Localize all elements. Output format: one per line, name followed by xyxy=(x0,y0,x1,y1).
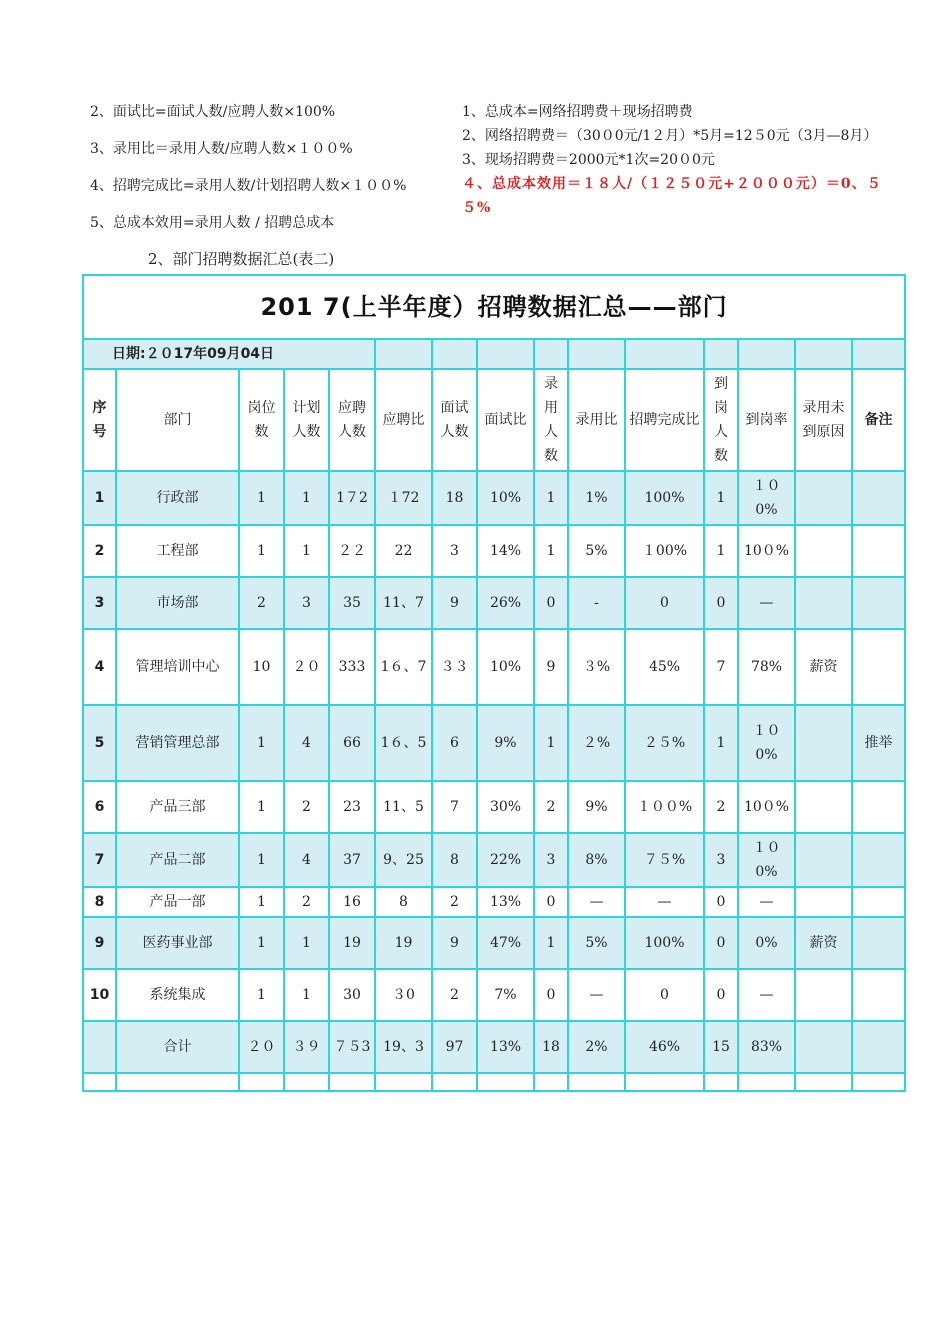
table-cell xyxy=(852,525,905,577)
table-cell: 1 xyxy=(284,471,329,525)
table-cell xyxy=(375,1073,432,1091)
table-cell: 9 xyxy=(432,917,477,969)
table-cell: 0 xyxy=(534,887,568,917)
table-cell: 19 xyxy=(375,917,432,969)
table-cell: — xyxy=(568,887,625,917)
table-cell: 9% xyxy=(477,705,534,781)
table-cell: 9 xyxy=(432,577,477,629)
table-cell: — xyxy=(738,887,795,917)
table-cell: 333 xyxy=(329,629,375,705)
table-cell: 9 xyxy=(534,629,568,705)
table-cell xyxy=(625,1073,704,1091)
table-cell: 1 xyxy=(239,781,284,833)
table-cell: 16 xyxy=(329,887,375,917)
table-cell: ２０ xyxy=(239,1021,284,1073)
table-cell: 9 xyxy=(83,917,116,969)
table-cell: 13% xyxy=(477,887,534,917)
table-cell: 100% xyxy=(625,471,704,525)
table-cell xyxy=(83,1073,116,1091)
table-cell: 10０% xyxy=(738,525,795,577)
table-cell xyxy=(795,833,852,887)
note-online-cost: 2、网络招聘费＝（30０0元/1２月）*5月=12５0元（3月—8月） xyxy=(462,128,878,144)
table-cell: - xyxy=(568,577,625,629)
table-cell xyxy=(852,781,905,833)
table-row xyxy=(83,705,905,781)
table-cell: 3 xyxy=(534,833,568,887)
table-row xyxy=(83,471,905,525)
table-row-empty xyxy=(83,1073,905,1091)
table-cell: 0 xyxy=(704,917,738,969)
table-cell: 8 xyxy=(83,887,116,917)
formula-notes-right xyxy=(462,100,902,220)
table-cell: 1 xyxy=(284,525,329,577)
table-cell xyxy=(477,1073,534,1091)
table-cell: 行政部 xyxy=(116,471,239,525)
table-cell: １０0% xyxy=(738,471,795,525)
table-cell: 产品三部 xyxy=(116,781,239,833)
table-cell: 3 xyxy=(284,577,329,629)
table-cell: ７５% xyxy=(625,833,704,887)
table-cell xyxy=(83,1021,116,1073)
column-header: 应聘比 xyxy=(375,369,432,471)
table-cell: 1 xyxy=(239,969,284,1021)
table-cell: 8 xyxy=(432,833,477,887)
column-header: 序号 xyxy=(83,369,116,471)
table-cell xyxy=(432,1073,477,1091)
table-cell: ２５% xyxy=(625,705,704,781)
column-header: 录用人数 xyxy=(534,369,568,471)
table-cell: 4 xyxy=(284,833,329,887)
table-cell: １00% xyxy=(625,525,704,577)
table-cell: 23 xyxy=(329,781,375,833)
table-cell: 0 xyxy=(704,969,738,1021)
table-cell xyxy=(704,1073,738,1091)
table-cell: 46% xyxy=(625,1021,704,1073)
table-cell xyxy=(795,577,852,629)
table-cell: 22 xyxy=(375,525,432,577)
note-cost-effectiveness-result: ４、总成本效用＝１８人/（１２５０元+２０００元）＝0、５５% xyxy=(462,176,882,216)
table-title: 201 7(上半年度）招聘数据汇总——部门 xyxy=(83,275,905,339)
column-header: 录用比 xyxy=(568,369,625,471)
table-cell: 1 xyxy=(239,833,284,887)
table-cell: 10０% xyxy=(738,781,795,833)
table-cell xyxy=(795,969,852,1021)
table-cell: 6 xyxy=(83,781,116,833)
table-cell: 1 xyxy=(704,525,738,577)
table-cell: ７５3 xyxy=(329,1021,375,1073)
table-cell: 3 xyxy=(432,525,477,577)
table-cell: 2 xyxy=(704,781,738,833)
table-cell: 1６、7 xyxy=(375,629,432,705)
table-cell xyxy=(329,1073,375,1091)
table-cell: 66 xyxy=(329,705,375,781)
table-cell: 8% xyxy=(568,833,625,887)
table-cell: 系统集成 xyxy=(116,969,239,1021)
table-cell: 0 xyxy=(625,577,704,629)
date-row xyxy=(83,339,905,369)
table-cell: 1７2 xyxy=(329,471,375,525)
table-cell: 18 xyxy=(432,471,477,525)
table-cell: 产品一部 xyxy=(116,887,239,917)
table-cell: 45% xyxy=(625,629,704,705)
table-cell xyxy=(284,1073,329,1091)
table-row xyxy=(83,887,905,917)
table-cell: 0 xyxy=(704,887,738,917)
table-cell: 1 xyxy=(704,705,738,781)
table-cell: 18 xyxy=(534,1021,568,1073)
table-cell: 1 xyxy=(534,705,568,781)
table-cell: 7 xyxy=(432,781,477,833)
table-cell: 0 xyxy=(534,969,568,1021)
table-cell: 1 xyxy=(284,917,329,969)
table-cell: 78% xyxy=(738,629,795,705)
column-header: 面试比 xyxy=(477,369,534,471)
table-cell: 2 xyxy=(534,781,568,833)
table-cell: 5% xyxy=(568,917,625,969)
table-cell: 1 xyxy=(704,471,738,525)
table-cell: 1 xyxy=(239,705,284,781)
table-cell: ２% xyxy=(568,705,625,781)
table-row xyxy=(83,969,905,1021)
table-cell: 营销管理总部 xyxy=(116,705,239,781)
table-cell: １０0% xyxy=(738,833,795,887)
table-cell xyxy=(795,781,852,833)
table-cell: 2 xyxy=(83,525,116,577)
table-cell: １72 xyxy=(375,471,432,525)
table-cell: 30% xyxy=(477,781,534,833)
table-cell xyxy=(852,471,905,525)
column-header: 录用未到原因 xyxy=(795,369,852,471)
table-cell: 推举 xyxy=(852,705,905,781)
table-cell: 11、5 xyxy=(375,781,432,833)
table-cell: 10% xyxy=(477,471,534,525)
table-cell: ２０ xyxy=(284,629,329,705)
table-cell xyxy=(534,1073,568,1091)
formula-notes-left xyxy=(90,100,450,248)
table-cell: 1 xyxy=(239,887,284,917)
table-cell: 3 xyxy=(704,833,738,887)
table-cell: 2 xyxy=(284,781,329,833)
table-cell: 22% xyxy=(477,833,534,887)
column-header: 计划人数 xyxy=(284,369,329,471)
column-header: 到岗率 xyxy=(738,369,795,471)
column-header: 面试人数 xyxy=(432,369,477,471)
table-cell xyxy=(852,577,905,629)
column-header: 到岗人数 xyxy=(704,369,738,471)
table-cell: 100% xyxy=(625,917,704,969)
table-cell: 0 xyxy=(704,577,738,629)
table-cell xyxy=(116,1073,239,1091)
table-cell: 1 xyxy=(239,917,284,969)
column-header: 岗位数 xyxy=(239,369,284,471)
table-cell: 1 xyxy=(534,471,568,525)
table-cell: 7% xyxy=(477,969,534,1021)
table-cell: 19、3 xyxy=(375,1021,432,1073)
note-total-cost: 1、总成本=网络招聘费＋现场招聘费 xyxy=(462,104,693,120)
table-cell: 合计 xyxy=(116,1021,239,1073)
table-cell: 1６、5 xyxy=(375,705,432,781)
table-cell: 15 xyxy=(704,1021,738,1073)
table-cell: 薪资 xyxy=(795,917,852,969)
table-cell xyxy=(852,1021,905,1073)
table-cell: — xyxy=(738,969,795,1021)
table-cell xyxy=(852,969,905,1021)
table-row xyxy=(83,917,905,969)
table-cell: 1 xyxy=(239,471,284,525)
table-cell: 0% xyxy=(738,917,795,969)
table-cell: 47% xyxy=(477,917,534,969)
table-row xyxy=(83,577,905,629)
table-cell: 13% xyxy=(477,1021,534,1073)
table-cell: 0 xyxy=(534,577,568,629)
note-completion-ratio: 4、招聘完成比=录用人数/计划招聘人数×１００% xyxy=(90,178,407,194)
table-cell: 2 xyxy=(239,577,284,629)
note-interview-ratio: 2、面试比=面试人数/应聘人数×100% xyxy=(90,104,336,120)
table-row xyxy=(83,525,905,577)
table-cell: 4 xyxy=(284,705,329,781)
table-cell xyxy=(795,887,852,917)
table-cell xyxy=(852,629,905,705)
table-cell xyxy=(852,1073,905,1091)
table-cell: 7 xyxy=(83,833,116,887)
table-cell: 14% xyxy=(477,525,534,577)
table-cell: １００% xyxy=(625,781,704,833)
table-row xyxy=(83,781,905,833)
table-cell: 工程部 xyxy=(116,525,239,577)
table-cell: 19 xyxy=(329,917,375,969)
table-cell: — xyxy=(625,887,704,917)
table-cell: 9、25 xyxy=(375,833,432,887)
table-cell: 薪资 xyxy=(795,629,852,705)
table-cell xyxy=(568,1073,625,1091)
table-cell xyxy=(852,917,905,969)
table-cell xyxy=(795,525,852,577)
table-cell: 0 xyxy=(625,969,704,1021)
table-cell: 2 xyxy=(432,887,477,917)
recruitment-summary-table xyxy=(82,274,904,1092)
table-cell: ３９ xyxy=(284,1021,329,1073)
table-cell: 1% xyxy=(568,471,625,525)
table-cell: ２２ xyxy=(329,525,375,577)
table-cell: 8 xyxy=(375,887,432,917)
table-cell xyxy=(795,1021,852,1073)
table-cell xyxy=(738,1073,795,1091)
table-cell: 1 xyxy=(83,471,116,525)
table-cell: 9% xyxy=(568,781,625,833)
table-cell: ３% xyxy=(568,629,625,705)
table-cell: 1 xyxy=(284,969,329,1021)
table-cell: 医药事业部 xyxy=(116,917,239,969)
table-cell: 5 xyxy=(83,705,116,781)
table-cell: １０0% xyxy=(738,705,795,781)
table-cell xyxy=(852,887,905,917)
section-heading: 2、部门招聘数据汇总(表二) xyxy=(148,250,335,268)
table-cell: — xyxy=(568,969,625,1021)
column-header: 部门 xyxy=(116,369,239,471)
table-cell: — xyxy=(738,577,795,629)
note-hire-ratio: 3、录用比＝录用人数/应聘人数×１００% xyxy=(90,141,353,157)
column-header: 应聘人数 xyxy=(329,369,375,471)
table-cell: 30 xyxy=(329,969,375,1021)
note-onsite-cost: 3、现场招聘费＝2000元*1次=20０0元 xyxy=(462,152,715,168)
table-cell: 1 xyxy=(534,917,568,969)
table-cell: 2 xyxy=(432,969,477,1021)
table-header-row xyxy=(83,369,905,471)
table-cell: 26% xyxy=(477,577,534,629)
table-cell xyxy=(795,1073,852,1091)
table-cell xyxy=(852,833,905,887)
table-row xyxy=(83,629,905,705)
table-cell: 35 xyxy=(329,577,375,629)
table-cell: 37 xyxy=(329,833,375,887)
table-cell: 管理培训中心 xyxy=(116,629,239,705)
table-cell xyxy=(795,705,852,781)
column-header: 招聘完成比 xyxy=(625,369,704,471)
table-cell: ３0 xyxy=(375,969,432,1021)
table-cell: 10 xyxy=(83,969,116,1021)
table-cell: 产品二部 xyxy=(116,833,239,887)
column-header: 备注 xyxy=(852,369,905,471)
table-cell: ３３ xyxy=(432,629,477,705)
table-cell: 97 xyxy=(432,1021,477,1073)
table-row xyxy=(83,1021,905,1073)
table-cell: 10 xyxy=(239,629,284,705)
table-cell: 10% xyxy=(477,629,534,705)
table-cell: 1 xyxy=(534,525,568,577)
table-cell: 6 xyxy=(432,705,477,781)
table-cell: 5% xyxy=(568,525,625,577)
table-cell: 市场部 xyxy=(116,577,239,629)
table-row xyxy=(83,833,905,887)
table-cell xyxy=(795,471,852,525)
table-cell: 11、7 xyxy=(375,577,432,629)
table-cell: 2 xyxy=(284,887,329,917)
table-cell: 7 xyxy=(704,629,738,705)
table-cell: 83% xyxy=(738,1021,795,1073)
note-cost-effectiveness: 5、总成本效用=录用人数 / 招聘总成本 xyxy=(90,215,335,231)
table-cell xyxy=(239,1073,284,1091)
table-cell: 3 xyxy=(83,577,116,629)
table-date: 日期:２０17年09月04日 xyxy=(83,339,375,369)
table-cell: 1 xyxy=(239,525,284,577)
table-cell: 4 xyxy=(83,629,116,705)
table-cell: 2% xyxy=(568,1021,625,1073)
